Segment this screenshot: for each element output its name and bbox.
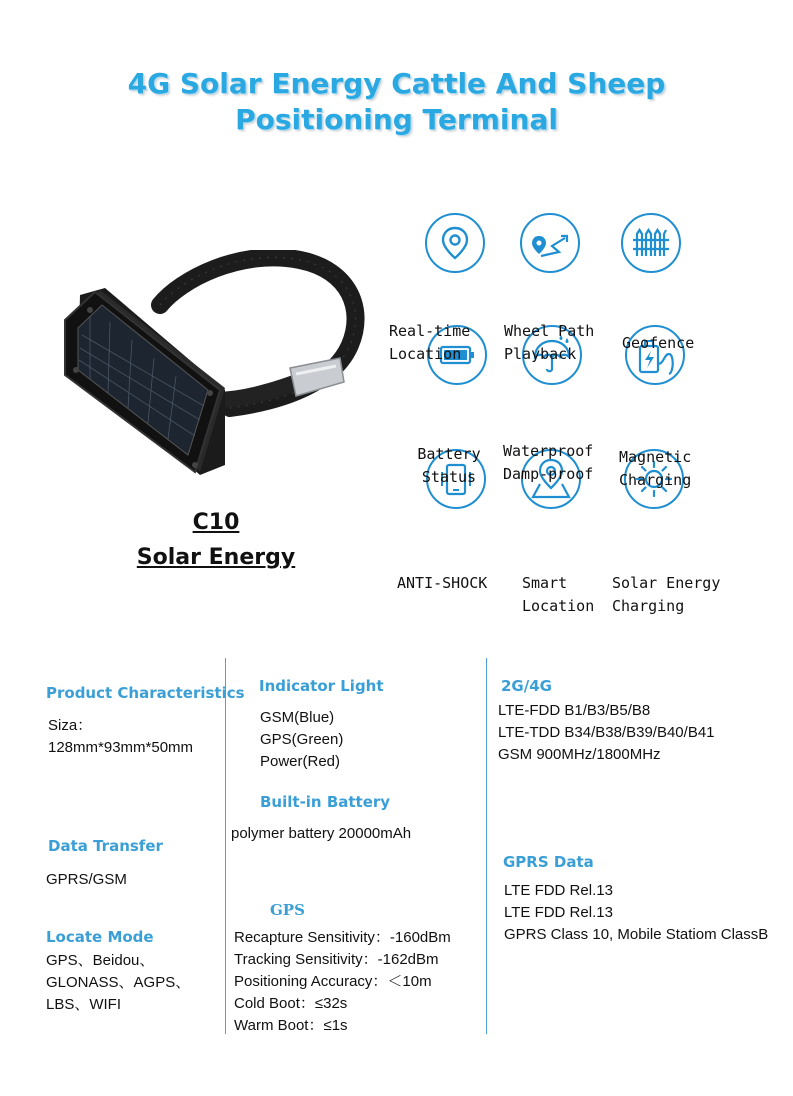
product-size-text: Siza： 128mm*93mm*50mm <box>48 717 194 756</box>
feature-label-wheel-path: Wheel Path Playback <box>504 322 595 363</box>
section-title-data-transfer: Data Transfer <box>48 837 163 855</box>
location-pin-icon <box>424 212 486 274</box>
gps-specs-text: Recapture Sensitivity：-160dBm Tracking Sensitivity：-162dBm Positioning Accuracy：＜10m Cold Boot：≤32s Warm Boot：≤1s <box>234 929 451 1034</box>
title-line-2: Positioning Terminal <box>235 103 558 136</box>
section-title-product-characteristics: Product Characteristics <box>46 684 245 702</box>
title-line-1: 4G Solar Energy Cattle And Sheep <box>127 67 666 100</box>
section-title-network: 2G/4G <box>501 677 552 695</box>
data-transfer-text: GPRS/GSM <box>46 871 127 888</box>
feature-label-realtime-location: Real-time Location <box>389 322 471 363</box>
battery-text: polymer battery 20000mAh <box>231 825 412 842</box>
feature-label-waterproof: Waterproof Damp-proof <box>503 442 594 483</box>
network-bands-text: LTE-FDD B1/B3/B5/B8 LTE-TDD B34/B38/B39/B40/B41 GSM 900MHz/1800MHz <box>498 702 715 763</box>
column-divider-2 <box>486 658 487 1034</box>
locate-mode-text: GPS、Beidou、 GLONASS、AGPS、 LBS、WIFI <box>46 952 191 1013</box>
feature-label-solar-charging: Solar Energy Charging <box>612 574 721 615</box>
section-title-gprs: GPRS Data <box>503 853 594 871</box>
indicator-light-text: GSM(Blue) GPS(Green) Power(Red) <box>260 709 344 770</box>
section-title-locate-mode: Locate Mode <box>46 928 154 946</box>
feature-label-geofence: Geofence <box>622 334 695 352</box>
fence-icon <box>620 212 682 274</box>
column-divider-1 <box>225 658 226 1034</box>
section-title-indicator-light: Indicator Light <box>259 677 384 695</box>
section-title-gps: GPS <box>270 901 305 919</box>
feature-label-magnetic-charging: Magnetic Charging <box>619 448 692 489</box>
feature-label-smart-location: Smart Location <box>522 574 595 615</box>
model-subtitle: Solar Energy <box>136 545 296 570</box>
section-title-battery: Built-in Battery <box>260 793 391 811</box>
feature-label-battery-status: Battery Status <box>417 445 481 486</box>
gprs-data-text: LTE FDD Rel.13 LTE FDD Rel.13 GPRS Class 10, Mobile Statiom ClassB <box>504 882 769 943</box>
model-name: C10 <box>192 510 240 535</box>
page-title <box>0 66 793 138</box>
route-playback-icon <box>519 212 581 274</box>
device-image <box>50 250 380 490</box>
feature-label-anti-shock: ANTI-SHOCK <box>397 574 488 592</box>
